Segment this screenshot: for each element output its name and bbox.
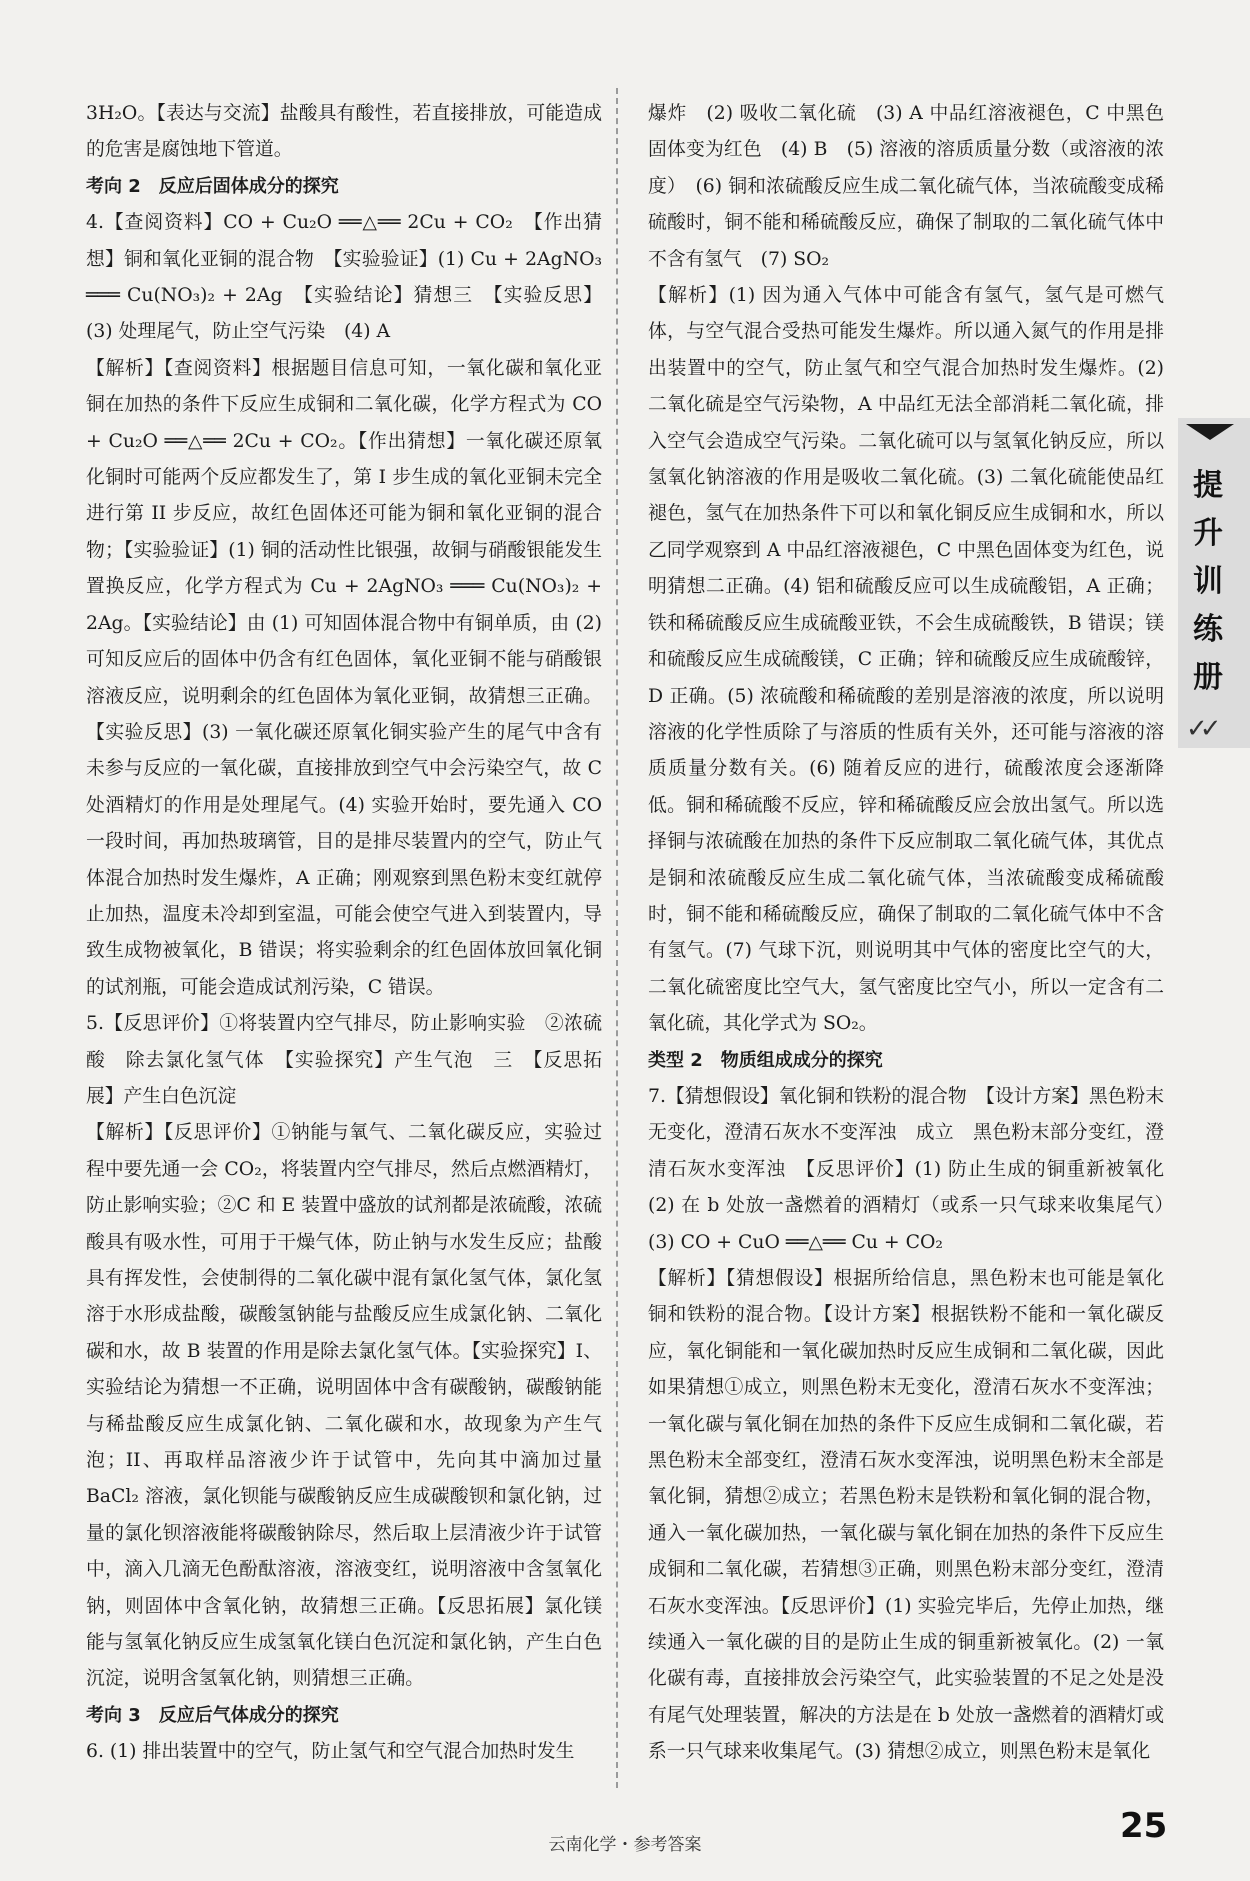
side-tab-char: 册	[1193, 660, 1223, 695]
answer-paragraph: 【解析】【查阅资料】根据题目信息可知，一氧化碳和氧化亚铜在加热的条件下反应生成铜和二氧化碳，化学方程式为 CO + Cu₂O ══△══ 2Cu + CO₂。【作出猜想】一氧化碳还原氧化铜时可能两个反应都发生了，第 I 步生成的氧化亚铜未完全进行第 II 步反应，故红色固体还可能为铜和氧化亚铜的混合物；【实验验证】(1) 铜的活动性比银强，故铜与硝酸银能发生置换反应，化学方程式为 Cu + 2AgNO₃ ═══ Cu(NO₃)₂ + 2Ag。【实验结论】由 (1) 可知固体混合物中有铜单质，由 (2) 可知反应后的固体中仍含有红色固体，氧化亚铜不能与硝酸银溶液反应，说明剩余的红色固体为氧化亚铜，故猜想三正确。【实验反思】(3) 一氧化碳还原氧化铜实验产生的尾气中含有未参与反应的一氧化碳，直接排放到空气中会污染空气，故 C 处酒精灯的作用是处理尾气。(4) 实验开始时，要先通入 CO 一段时间，再加热玻璃管，目的是排尽装置内的空气，防止气体混合加热时发生爆炸，A 正确；刚观察到黑色粉末变红就停止加热，温度未冷却到室温，可能会使空气进入到装置内，导致生成物被氧化，B 错误；将实验剩余的红色固体放回氧化铜的试剂瓶，可能会造成试剂污染，C 错误。	[86, 357, 602, 998]
triangle-down-icon	[1186, 424, 1234, 440]
answer-paragraph: 6. (1) 排出装置中的空气，防止氢气和空气混合加热时发生	[86, 1741, 575, 1763]
section-heading: 类型 2 物质组成成分的探究	[648, 1049, 883, 1071]
page-number: 25	[1120, 1806, 1168, 1846]
right-column	[648, 96, 1183, 1771]
side-tab-char: 练	[1193, 612, 1223, 647]
column-divider	[616, 88, 618, 1788]
side-tab-char: 训	[1193, 564, 1223, 599]
answer-paragraph: 5.【反思评价】①将装置内空气排尽，防止影响实验 ②浓硫酸 除去氯化氢气体 【实验探究】产生气泡 三 【反思拓展】产生白色沉淀	[86, 1013, 602, 1107]
answer-paragraph: 【解析】【反思评价】①钠能与氧气、二氧化碳反应，实验过程中要先通一会 CO₂，将装置内空气排尽，然后点燃酒精灯，防止影响实验；②C 和 E 装置中盛放的试剂都是浓硫酸，浓硫酸具有吸水性，可用于干燥气体，防止钠与水发生反应；盐酸具有挥发性，会使制得的二氧化碳中混有氯化氢气体，氯化氢溶于水形成盐酸，碳酸氢钠能与盐酸反应生成氯化钠、二氧化碳和水，故 B 装置的作用是除去氯化氢气体。【实验探究】I、实验结论为猜想一不正确，说明固体中含有碳酸钠，碳酸钠能与稀盐酸反应生成氯化钠、二氧化碳和水，故现象为产生气泡；II、再取样品溶液少许于试管中，先向其中滴加过量 BaCl₂ 溶液，氯化钡能与碳酸钠反应生成碳酸钡和氯化钠，过量的氯化钡溶液能将碳酸钠除尽，然后取上层清液少许于试管中，滴入几滴无色酚酞溶液，溶液变红，说明溶液中含氢氧化钠，则固体中含氧化钠，故猜想三正确。【反思拓展】氯化镁能与氢氧化钠反应生成氢氧化镁白色沉淀和氯化钠，产生白色沉淀，说明含氢氧化钠，则猜想三正确。	[86, 1122, 602, 1690]
side-tab-char: 提	[1193, 468, 1223, 503]
side-tab-char: 升	[1193, 516, 1223, 551]
answer-paragraph: 【解析】【猜想假设】根据所给信息，黑色粉末也可能是氧化铜和铁粉的混合物。【设计方案】根据铁粉不能和一氧化碳反应，氧化铜能和一氧化碳加热时反应生成铜和二氧化碳，因此如果猜想①成立，则黑色粉末无变化，澄清石灰水不变浑浊；一氧化碳与氧化铜在加热的条件下反应生成铜和二氧化碳，若黑色粉末全部变红，澄清石灰水变浑浊，说明黑色粉末全部是氧化铜，猜想②成立；若黑色粉末是铁粉和氧化铜的混合物，通入一氧化碳加热，一氧化碳与氧化铜在加热的条件下反应生成铜和二氧化碳，若猜想③正确，则黑色粉末部分变红，澄清石灰水变浑浊。【反思评价】(1) 实验完毕后，先停止加热，继续通入一氧化碳的目的是防止生成的铜重新被氧化。(2) 一氧化碳有毒，直接排放会污染空气，此实验装置的不足之处是没有尾气处理装置，解决的方法是在 b 处放一盏燃着的酒精灯或系一只气球来收集尾气。(3) 猜想②成立，则黑色粉末是氧化	[648, 1268, 1164, 1763]
answer-paragraph: 爆炸 (2) 吸收二氧化硫 (3) A 中品红溶液褪色，C 中黑色固体变为红色 (4) B (5) 溶液的溶质质量分数（或溶液的浓度） (6) 铜和浓硫酸反应生成二氧化硫气体，当浓硫酸变成稀硫酸时，铜不能和稀硫酸反应，确保了制取的二氧化硫气体中不含有氢气 (7) SO₂	[648, 103, 1164, 270]
chevron-right-icon: ✓✓	[1186, 714, 1214, 744]
page-footer: 云南化学・参考答案	[548, 1835, 702, 1855]
answer-paragraph: 7.【猜想假设】氧化铜和铁粉的混合物 【设计方案】黑色粉末无变化，澄清石灰水不变浑浊 成立 黑色粉末部分变红，澄清石灰水变浑浊 【反思评价】(1) 防止生成的铜重新被氧化 (2) 在 b 处放一盏燃着的酒精灯（或系一只气球来收集尾气） (3) CO + CuO ══△══ Cu + CO₂	[648, 1085, 1183, 1253]
answer-paragraph: 3H₂O。【表达与交流】盐酸具有酸性，若直接排放，可能造成的危害是腐蚀地下管道。	[86, 103, 602, 161]
section-heading: 考向 2 反应后固体成分的探究	[86, 175, 339, 197]
side-tab-label	[1188, 462, 1228, 702]
section-heading: 考向 3 反应后气体成分的探究	[86, 1704, 339, 1726]
left-column	[86, 96, 602, 1771]
answer-paragraph: 4.【查阅资料】CO + Cu₂O ══△══ 2Cu + CO₂ 【作出猜想】铜和氧化亚铜的混合物 【实验验证】(1) Cu + 2AgNO₃ ═══ Cu(NO₃)₂ + 2Ag 【实验结论】猜想三 【实验反思】(3) 处理尾气，防止空气污染 (4) A	[86, 212, 602, 343]
answer-paragraph: 【解析】(1) 因为通入气体中可能含有氢气，氢气是可燃气体，与空气混合受热可能发生爆炸。所以通入氮气的作用是排出装置中的空气，防止氢气和空气混合加热时发生爆炸。(2) 二氧化硫是空气污染物，A 中品红无法全部消耗二氧化硫，排入空气会造成空气污染。二氧化硫可以与氢氧化钠反应，所以氢氧化钠溶液的作用是吸收二氧化硫。(3) 二氧化硫能使品红褪色，氢气在加热条件下可以和氧化铜反应生成铜和水，所以乙同学观察到 A 中品红溶液褪色，C 中黑色固体变为红色，说明猜想二正确。(4) 铝和硫酸反应可以生成硫酸铝，A 正确；铁和稀硫酸反应生成硫酸亚铁，不会生成硫酸铁，B 错误；镁和硫酸反应生成硫酸镁，C 正确；锌和硫酸反应生成硫酸锌，D 正确。(5) 浓硫酸和稀硫酸的差别是溶液的浓度，所以说明溶液的化学性质除了与溶质的性质有关外，还可能与溶液的溶质质量分数有关。(6) 随着反应的进行，硫酸浓度会逐渐降低。铜和稀硫酸不反应，锌和稀硫酸反应会放出氢气。所以选择铜与浓硫酸在加热的条件下反应制取二氧化硫气体，其优点是铜和浓硫酸反应生成二氧化硫气体，当浓硫酸变成稀硫酸时，铜不能和稀硫酸反应，确保了制取的二氧化硫气体中不含有氢气。(7) 气球下沉，则说明其中气体的密度比空气的大，二氧化硫密度比空气大，氢气密度比空气小，所以一定含有二氧化硫，其化学式为 SO₂。	[648, 285, 1164, 1035]
